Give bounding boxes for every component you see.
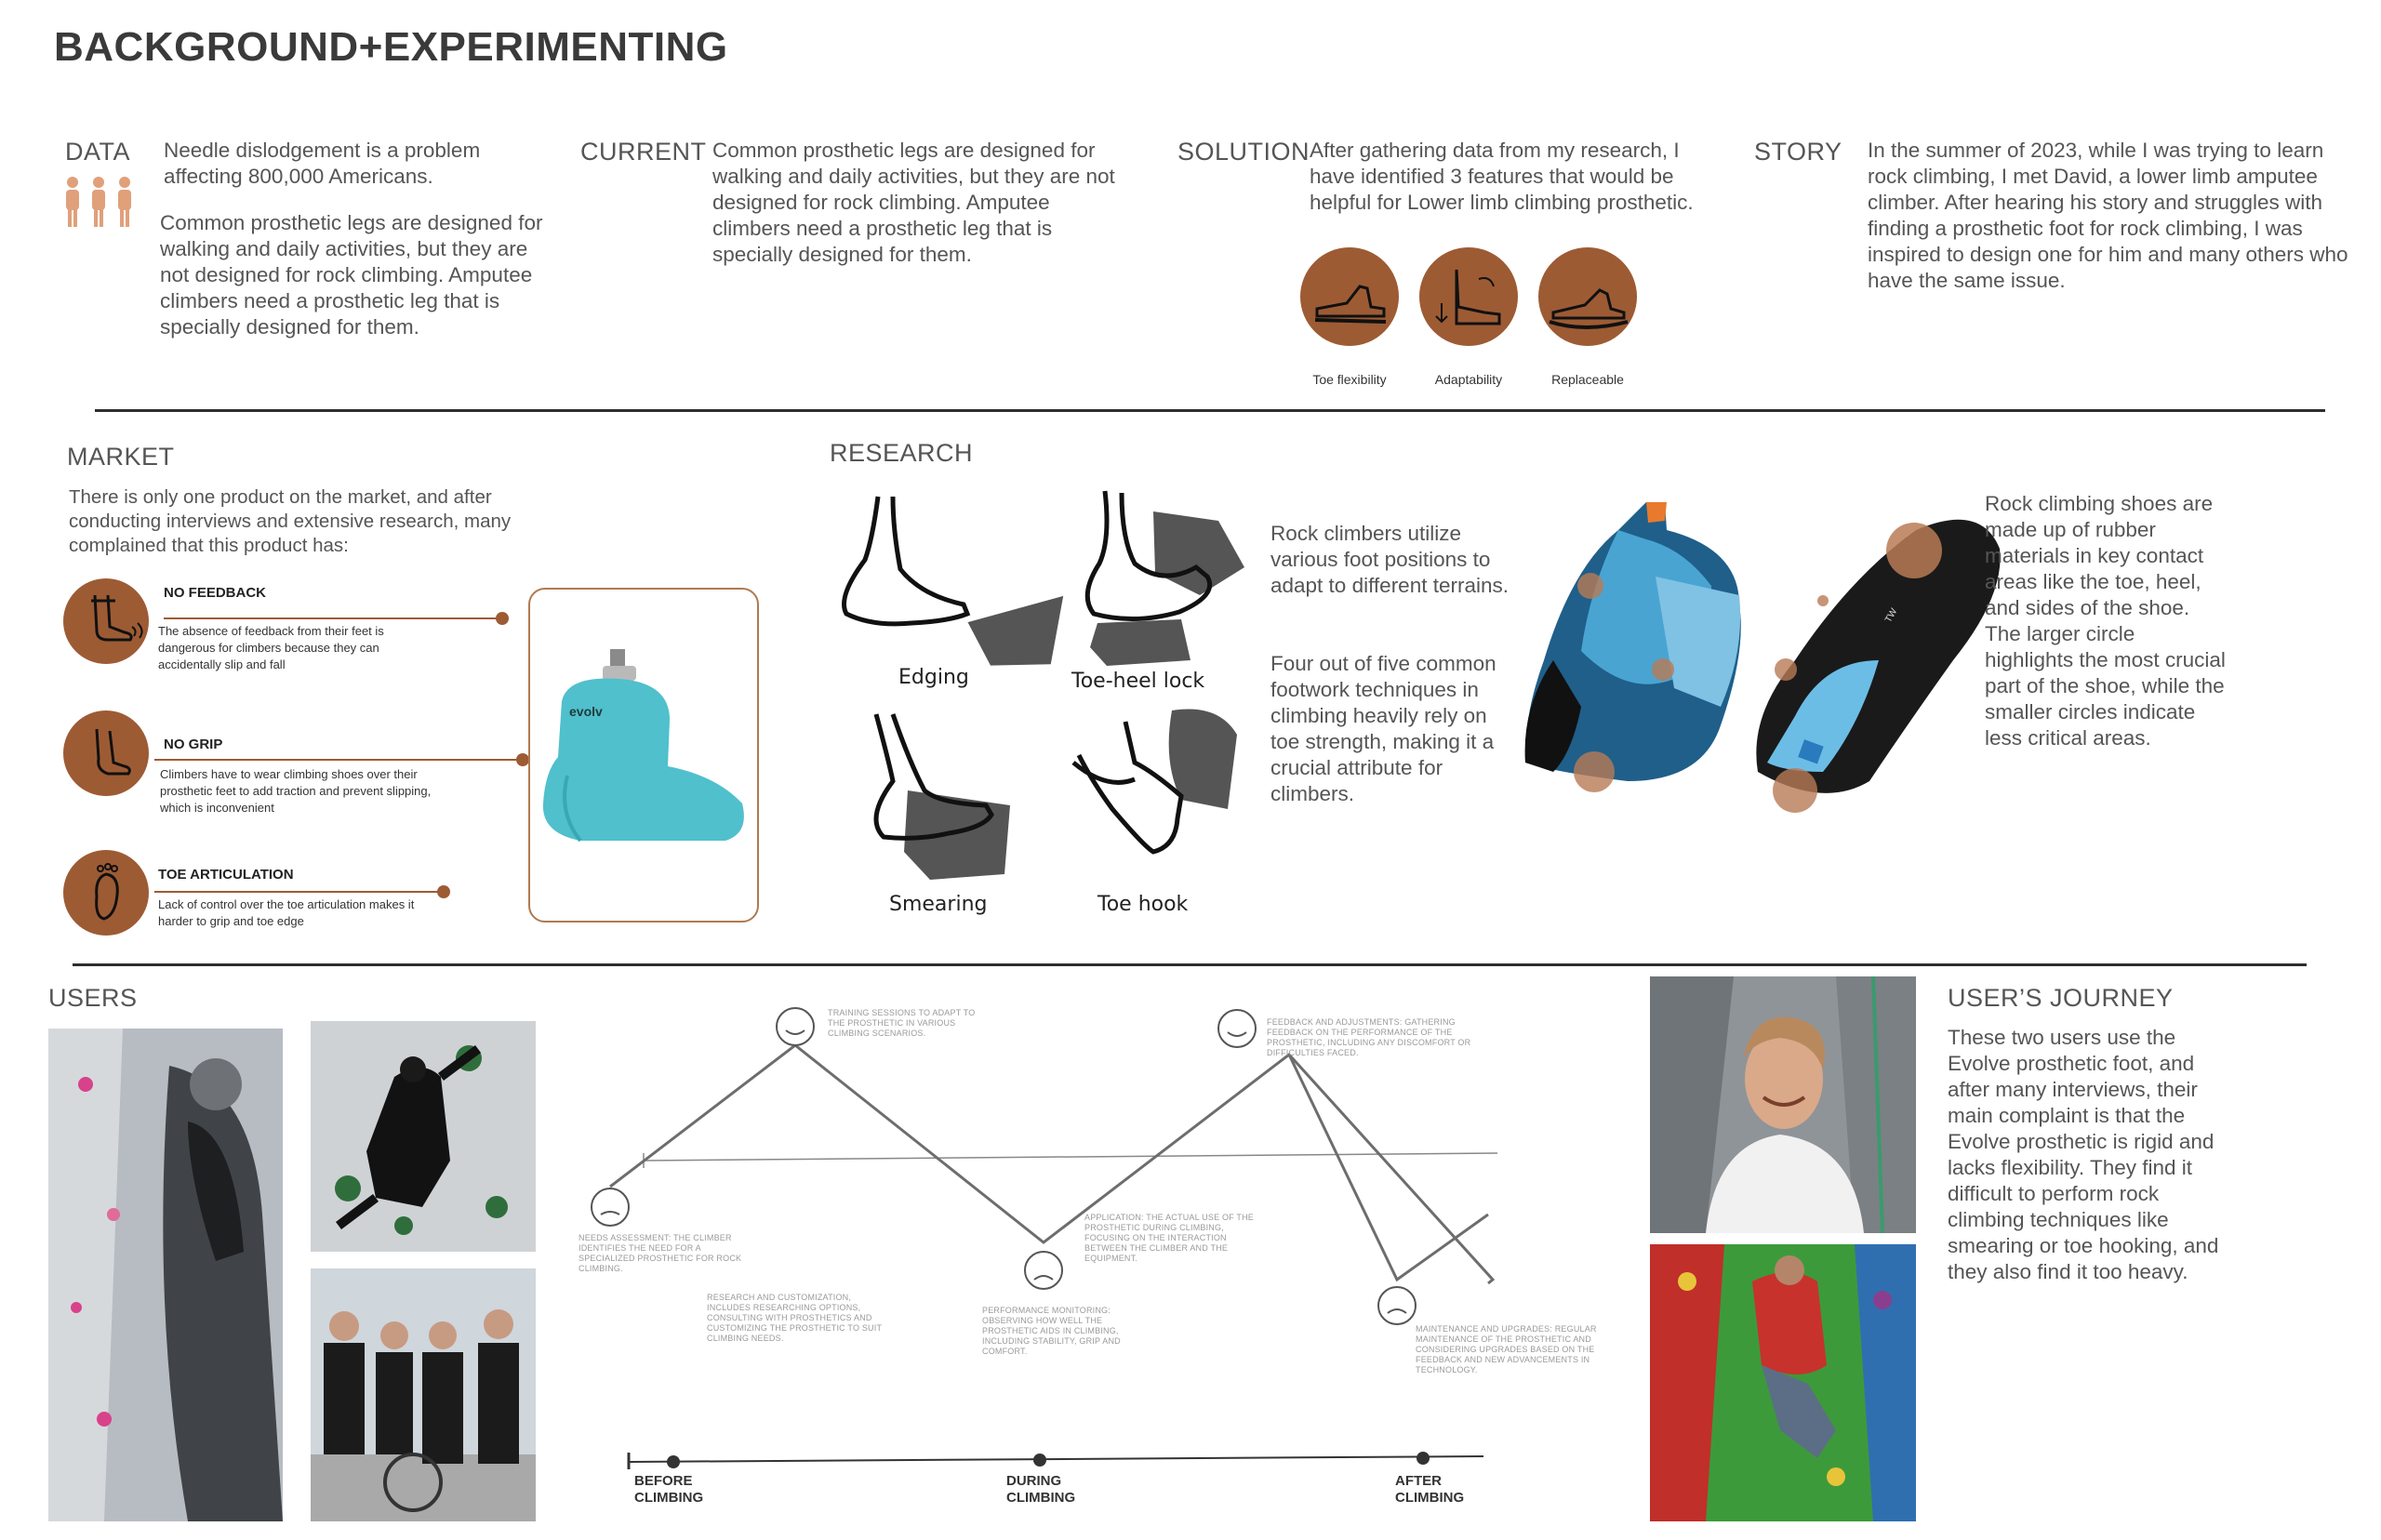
journey-point-text: NEEDS ASSESSMENT: THE CLIMBER IDENTIFIES THE NEED FOR A SPECIALIZED PROSTHETIC FOR ROCK CLIMBING. — [579, 1233, 742, 1273]
divider — [95, 409, 2325, 412]
issue-dot — [516, 753, 529, 766]
issue-desc: Lack of control over the toe articulation makes it harder to grip and toe edge — [158, 897, 415, 928]
svg-text:TW: TW — [1883, 606, 1900, 625]
toe-hook-illustration — [1073, 709, 1237, 852]
adaptability-icon — [1419, 247, 1518, 346]
technique-label: Edging — [898, 666, 969, 689]
user-photo-climbing-green — [1650, 1244, 1916, 1521]
technique-label: Smearing — [889, 893, 988, 916]
research-text-2: Four out of five common footwork techniques in climbing heavily rely on toe strength, making it a crucial attribute for climbers. — [1270, 652, 1496, 805]
data-text: Common prosthetic legs are designed for walking and daily activities, but they are not designed for rock climbing. Amputee climbers need a prosthetic leg that is specially designed for them. — [160, 211, 543, 339]
current-text: Common prosthetic legs are designed for walking and daily activities, but they are not designed for rock climbing. Amputee climbers need a prosthetic leg that is specially designed for them. — [712, 139, 1115, 266]
story-text: In the summer of 2023, while I was trying to learn rock climbing, I met David, a lower limb amputee climber. After hearing his story and struggles with finding a prosthetic foot for rock climbing, I was inspired to design one for him and many others who have the same issue. — [1868, 139, 2348, 292]
journey-point-text: APPLICATION: THE ACTUAL USE OF THE PROSTHETIC DURING CLIMBING, FOCUSING ON THE INTERACTION BETWEEN THE CLIMBER AND THE EQUIPMENT. — [1084, 1213, 1255, 1263]
journey-point-text: PERFORMANCE MONITORING: OBSERVING HOW WELL THE PROSTHETIC AIDS IN CLIMBING, INCLUDING STABILITY, GRIP AND COMFORT. — [982, 1306, 1121, 1356]
solution-text: After gathering data from my research, I have identified 3 features that would be helpful for Lower limb climbing prosthetic. — [1310, 139, 1694, 214]
smearing-illustration — [876, 714, 1010, 880]
phase-label: BEFORE CLIMBING — [634, 1473, 704, 1506]
issue-dot — [437, 885, 450, 898]
journey-text: These two users use the Evolve prosthetic foot, and after many interviews, their main complaint is that the Evolve prosthetic is rigid and lacks flexibility. They find it difficult to perform rock climbing techniques like smearing or toe hooking, and they also find it too heavy. — [1948, 1026, 2219, 1283]
edging-illustration — [845, 497, 1075, 677]
toe-articulation-icon — [63, 850, 149, 936]
foot-grip-icon — [63, 710, 149, 796]
issue-title: NO FEEDBACK — [164, 585, 267, 601]
product-frame — [528, 588, 759, 923]
current-heading: CURRENT — [580, 138, 707, 166]
user-photo-group — [311, 1268, 536, 1521]
feature-label: Replaceable — [1551, 372, 1624, 387]
market-intro: There is only one product on the market, and after conducting interviews and extensive research, many complained that this product has: — [69, 486, 512, 556]
user-photo-portrait — [1650, 976, 1916, 1233]
solution-heading: SOLUTION — [1177, 138, 1310, 166]
data-heading: DATA — [65, 138, 131, 166]
product-brand: evolv — [569, 704, 603, 719]
research-heading: RESEARCH — [830, 439, 974, 467]
issue-desc: Climbers have to wear climbing shoes over their prosthetic feet to add traction and prevent slipping, which is inconvenient — [160, 767, 432, 815]
feature-label: Toe flexibility — [1312, 372, 1387, 387]
technique-illustrations — [828, 484, 1256, 921]
issue-title: NO GRIP — [164, 737, 223, 752]
journey-heading: USER’S JOURNEY — [1948, 984, 2174, 1012]
journey-point-text: TRAINING SESSIONS TO ADAPT TO THE PROSTHETIC IN VARIOUS CLIMBING SCENARIOS. — [828, 1008, 976, 1038]
story-heading: STORY — [1754, 138, 1842, 166]
journey-point-text: MAINTENANCE AND UPGRADES: REGULAR MAINTENANCE OF THE PROSTHETIC AND CONSIDERING UPGRADES BASED ON THE FEEDBACK AND NEW ADVANCEMENTS IN TECHNOLOGY. — [1416, 1324, 1597, 1374]
toe-heel-lock-illustration — [1087, 491, 1244, 666]
shoe-text: Rock climbing shoes are made up of rubber materials in key contact areas like the toe, heel, and sides of the shoe. The larger circle highlights the most crucial part of the shoe, while the smaller circles indicate less critical areas. — [1985, 492, 2226, 750]
market-heading: MARKET — [67, 443, 175, 471]
journey-point-text: FEEDBACK AND ADJUSTMENTS: GATHERING FEEDBACK ON THE PERFORMANCE OF THE PROSTHETIC, INCLUDING ANY DISCOMFORT OR DIFFICULTIES FACED. — [1267, 1017, 1471, 1057]
issue-title: TOE ARTICULATION — [158, 867, 294, 883]
climbing-shoes-image — [1516, 493, 2037, 828]
technique-label: Toe-heel lock — [1071, 670, 1205, 693]
research-text-1: Rock climbers utilize various foot positions to adapt to different terrains. — [1270, 522, 1509, 597]
issue-connector — [154, 759, 523, 761]
journey-point-text: RESEARCH AND CUSTOMIZATION, INCLUDES RESEARCHING OPTIONS, CONSULTING WITH PROSTHETICS AND CUSTOMIZING THE PROSTHETIC TO SUIT CLIMBING NEEDS. — [707, 1293, 882, 1343]
user-photo-bouldering — [311, 1021, 536, 1252]
replaceable-icon — [1538, 247, 1637, 346]
issue-desc: The absence of feedback from their feet is dangerous for climbers because they can accidentally slip and fall — [158, 624, 384, 671]
prosthetic-foot-image — [530, 590, 757, 921]
phase-label: AFTER CLIMBING — [1395, 1473, 1465, 1506]
foot-feedback-icon — [63, 578, 149, 664]
feature-label: Adaptability — [1434, 372, 1503, 387]
technique-label: Toe hook — [1097, 893, 1189, 916]
issue-dot — [496, 612, 509, 625]
phase-label: DURING CLIMBING — [1006, 1473, 1076, 1506]
issue-connector — [154, 891, 441, 893]
toe-flexibility-icon — [1300, 247, 1399, 346]
user-photo-climbing-wall — [48, 1029, 283, 1521]
issue-connector — [164, 617, 500, 619]
page-title: BACKGROUND+EXPERIMENTING — [54, 24, 728, 70]
data-stat: Needle dislodgement is a problem affecting 800,000 Americans. — [164, 139, 481, 188]
users-heading: USERS — [48, 984, 138, 1012]
divider — [73, 963, 2307, 966]
people-icon — [61, 175, 140, 231]
